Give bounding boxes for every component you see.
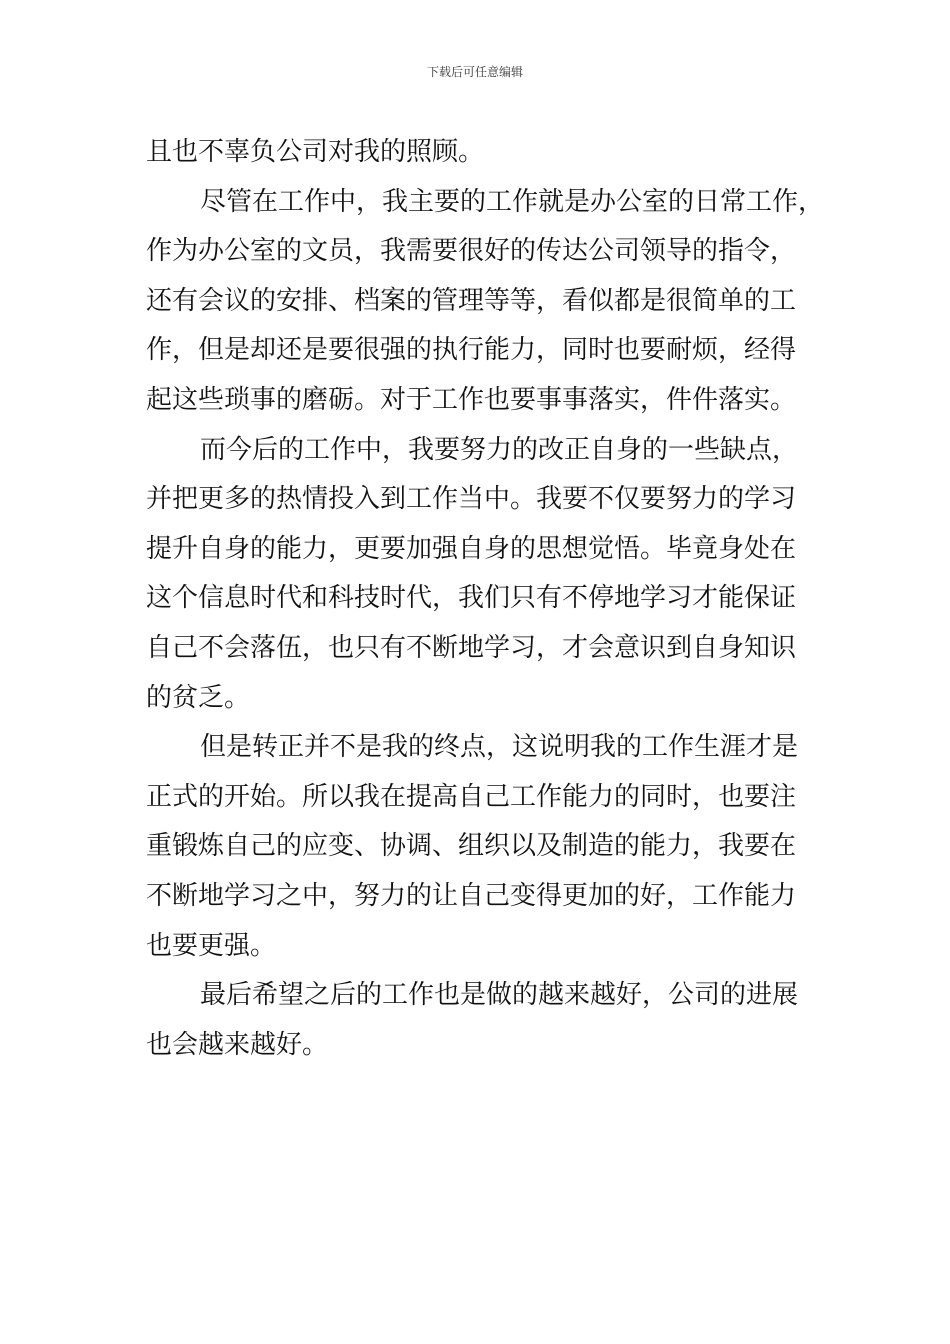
text-line: 作为办公室的文员，我需要很好的传达公司领导的指令， bbox=[146, 236, 797, 267]
text-line: 尽管在工作中，我主要的工作就是办公室的日常工作， bbox=[200, 186, 825, 217]
text-line: 作，但是却还是要很强的执行能力，同时也要耐烦，经得 bbox=[146, 335, 797, 366]
text-line: 并把更多的热情投入到工作当中。我要不仅要努力的学习 bbox=[146, 484, 797, 515]
page-header: 下载后可任意编辑 bbox=[426, 65, 523, 79]
text-line: 起这些琐事的磨砺。对于工作也要事事落实，件件落实。 bbox=[146, 384, 797, 415]
text-line: 而今后的工作中，我要努力的改正自身的一些缺点， bbox=[200, 434, 799, 465]
text-line: 且也不辜负公司对我的照顾。 bbox=[146, 137, 485, 167]
text-line: 也会越来越好。 bbox=[146, 1029, 329, 1060]
text-line: 最后希望之后的工作也是做的越来越好，公司的进展 bbox=[200, 980, 799, 1011]
text-line: 正式的开始。所以我在提高自己工作能力的同时，也要注 bbox=[146, 781, 797, 812]
text-line: 重锻炼自己的应变、协调、组织以及制造的能力，我要在 bbox=[146, 831, 797, 862]
document-body bbox=[146, 128, 825, 1070]
text-line: 也要更强。 bbox=[146, 930, 277, 961]
text-line: 还有会议的安排、档案的管理等等，看似都是很简单的工 bbox=[146, 285, 797, 316]
text-line: 不断地学习之中，努力的让自己变得更加的好，工作能力 bbox=[146, 880, 797, 911]
text-line: 自己不会落伍，也只有不断地学习，才会意识到自身知识 bbox=[146, 632, 797, 663]
text-line: 但是转正并不是我的终点，这说明我的工作生涯才是 bbox=[200, 732, 799, 763]
text-line: 这个信息时代和科技时代，我们只有不停地学习才能保证 bbox=[146, 583, 797, 614]
text-line: 的贫乏。 bbox=[146, 682, 251, 713]
text-line: 提升自身的能力，更要加强自身的思想觉悟。毕竟身处在 bbox=[146, 533, 797, 564]
